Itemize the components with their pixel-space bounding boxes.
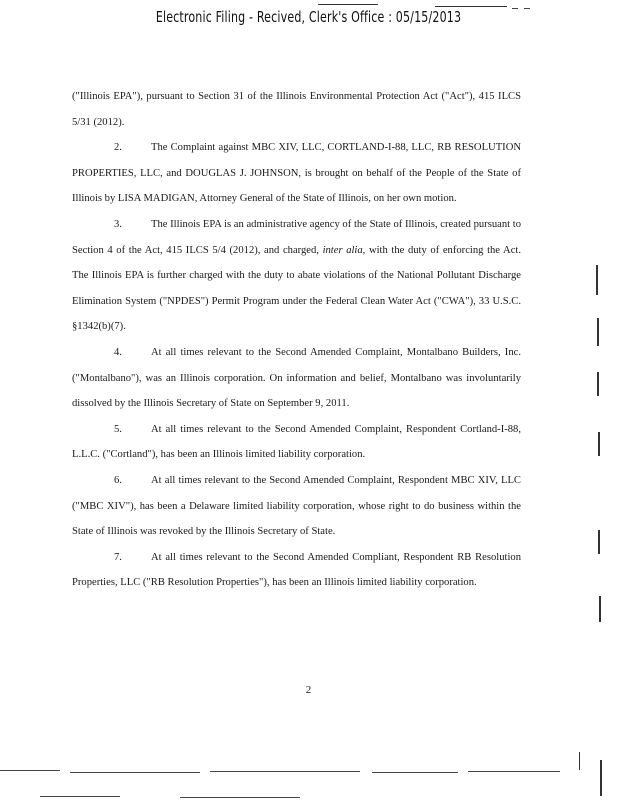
scan-line — [0, 770, 60, 771]
paragraph-text: At all times relevant to the Second Amended Complaint, Montalbano Builders, Inc. ("Montalbano"), was an Illinois corporation. On information and belief, Montalbano was involuntarily dissolved by the Illinois Secretary of State on September 9, 2011. — [72, 346, 521, 410]
paragraph-number: 4. — [114, 346, 122, 358]
document-body — [72, 84, 521, 596]
scan-mark — [600, 760, 602, 796]
paragraph-number: 3. — [114, 218, 122, 230]
scan-line — [180, 797, 300, 798]
scan-line — [468, 771, 560, 772]
paragraph-number: 2. — [114, 142, 122, 154]
header-rule — [318, 4, 378, 5]
paragraph-7 — [72, 545, 521, 596]
scan-line — [70, 772, 200, 773]
scan-mark — [599, 596, 601, 622]
paragraph-number: 7. — [114, 551, 122, 563]
scan-line — [210, 771, 360, 772]
scan-line — [40, 796, 120, 797]
paragraph-2 — [72, 135, 521, 212]
scan-mark — [597, 318, 599, 346]
paragraph-text: At all times relevant to the Second Amended Complaint, Respondent Cortland-I-88, L.L.C. ("Cortland"), has been an Illinois limited liability corporation. — [72, 423, 521, 461]
header-rule — [435, 6, 507, 7]
italic-term: inter alia, — [322, 244, 366, 256]
page-number: 2 — [305, 684, 312, 696]
paragraph-number: 6. — [114, 474, 122, 486]
scan-line — [372, 772, 458, 773]
paragraph-text: The Complaint against MBC XIV, LLC, CORTLAND-I-88, LLC, RB RESOLUTION PROPERTIES, LLC, and DOUGLAS J. JOHNSON, is brought on behalf of the People of the State of Illinois by LISA MADIGAN, Attorney General of the State of Illinois, on her own motion. — [72, 142, 521, 205]
paragraph-number: 5. — [114, 423, 122, 435]
paragraph-text: The Illinois EPA is an administrative agency of the State of Illinois, created pursuant to Section 4 of the Act, 415 ILCS 5/4 (2012), and charged, — [72, 218, 521, 256]
scan-mark — [598, 432, 600, 456]
paragraph-4 — [72, 340, 521, 417]
paragraph-6 — [72, 468, 521, 545]
scan-mark — [579, 752, 580, 770]
scan-mark — [597, 372, 599, 396]
scan-mark — [596, 265, 598, 295]
scan-mark — [598, 530, 600, 554]
paragraph-text: with the duty of enforcing the Act. The Illinois EPA is further charged with the duty to abate violations of the National Pollutant Discharge Elimination System ("NPDES") Permit Program under the Federal Clean Water Act ("CWA"), 33 U.S.C. §1342(b)(7). — [72, 244, 521, 333]
paragraph-text: At all times relevant to the Second Amended Compliant, Respondent RB Resolution Properties, LLC ("RB Resolution Properties"), has been an Illinois limited liability corporation. — [72, 551, 521, 589]
paragraph-text: At all times relevant to the Second Amended Complaint, Respondent MBC XIV, LLC ("MBC XIV"), has been a Delaware limited liability corporation, whose right to do business within the State of Illinois was revoked by the Illinois Secretary of State. — [72, 474, 521, 538]
electronic-filing-stamp: Electronic Filing - Recived, Clerk's Office : 05/15/2013 — [155, 8, 462, 26]
paragraph-1-continuation: ("Illinois EPA"), pursuant to Section 31 of the Illinois Environmental Protection Act ("Act"), 415 ILCS 5/31 (2012). — [72, 91, 521, 128]
paragraph-3 — [72, 212, 521, 340]
paragraph-5 — [72, 417, 521, 468]
